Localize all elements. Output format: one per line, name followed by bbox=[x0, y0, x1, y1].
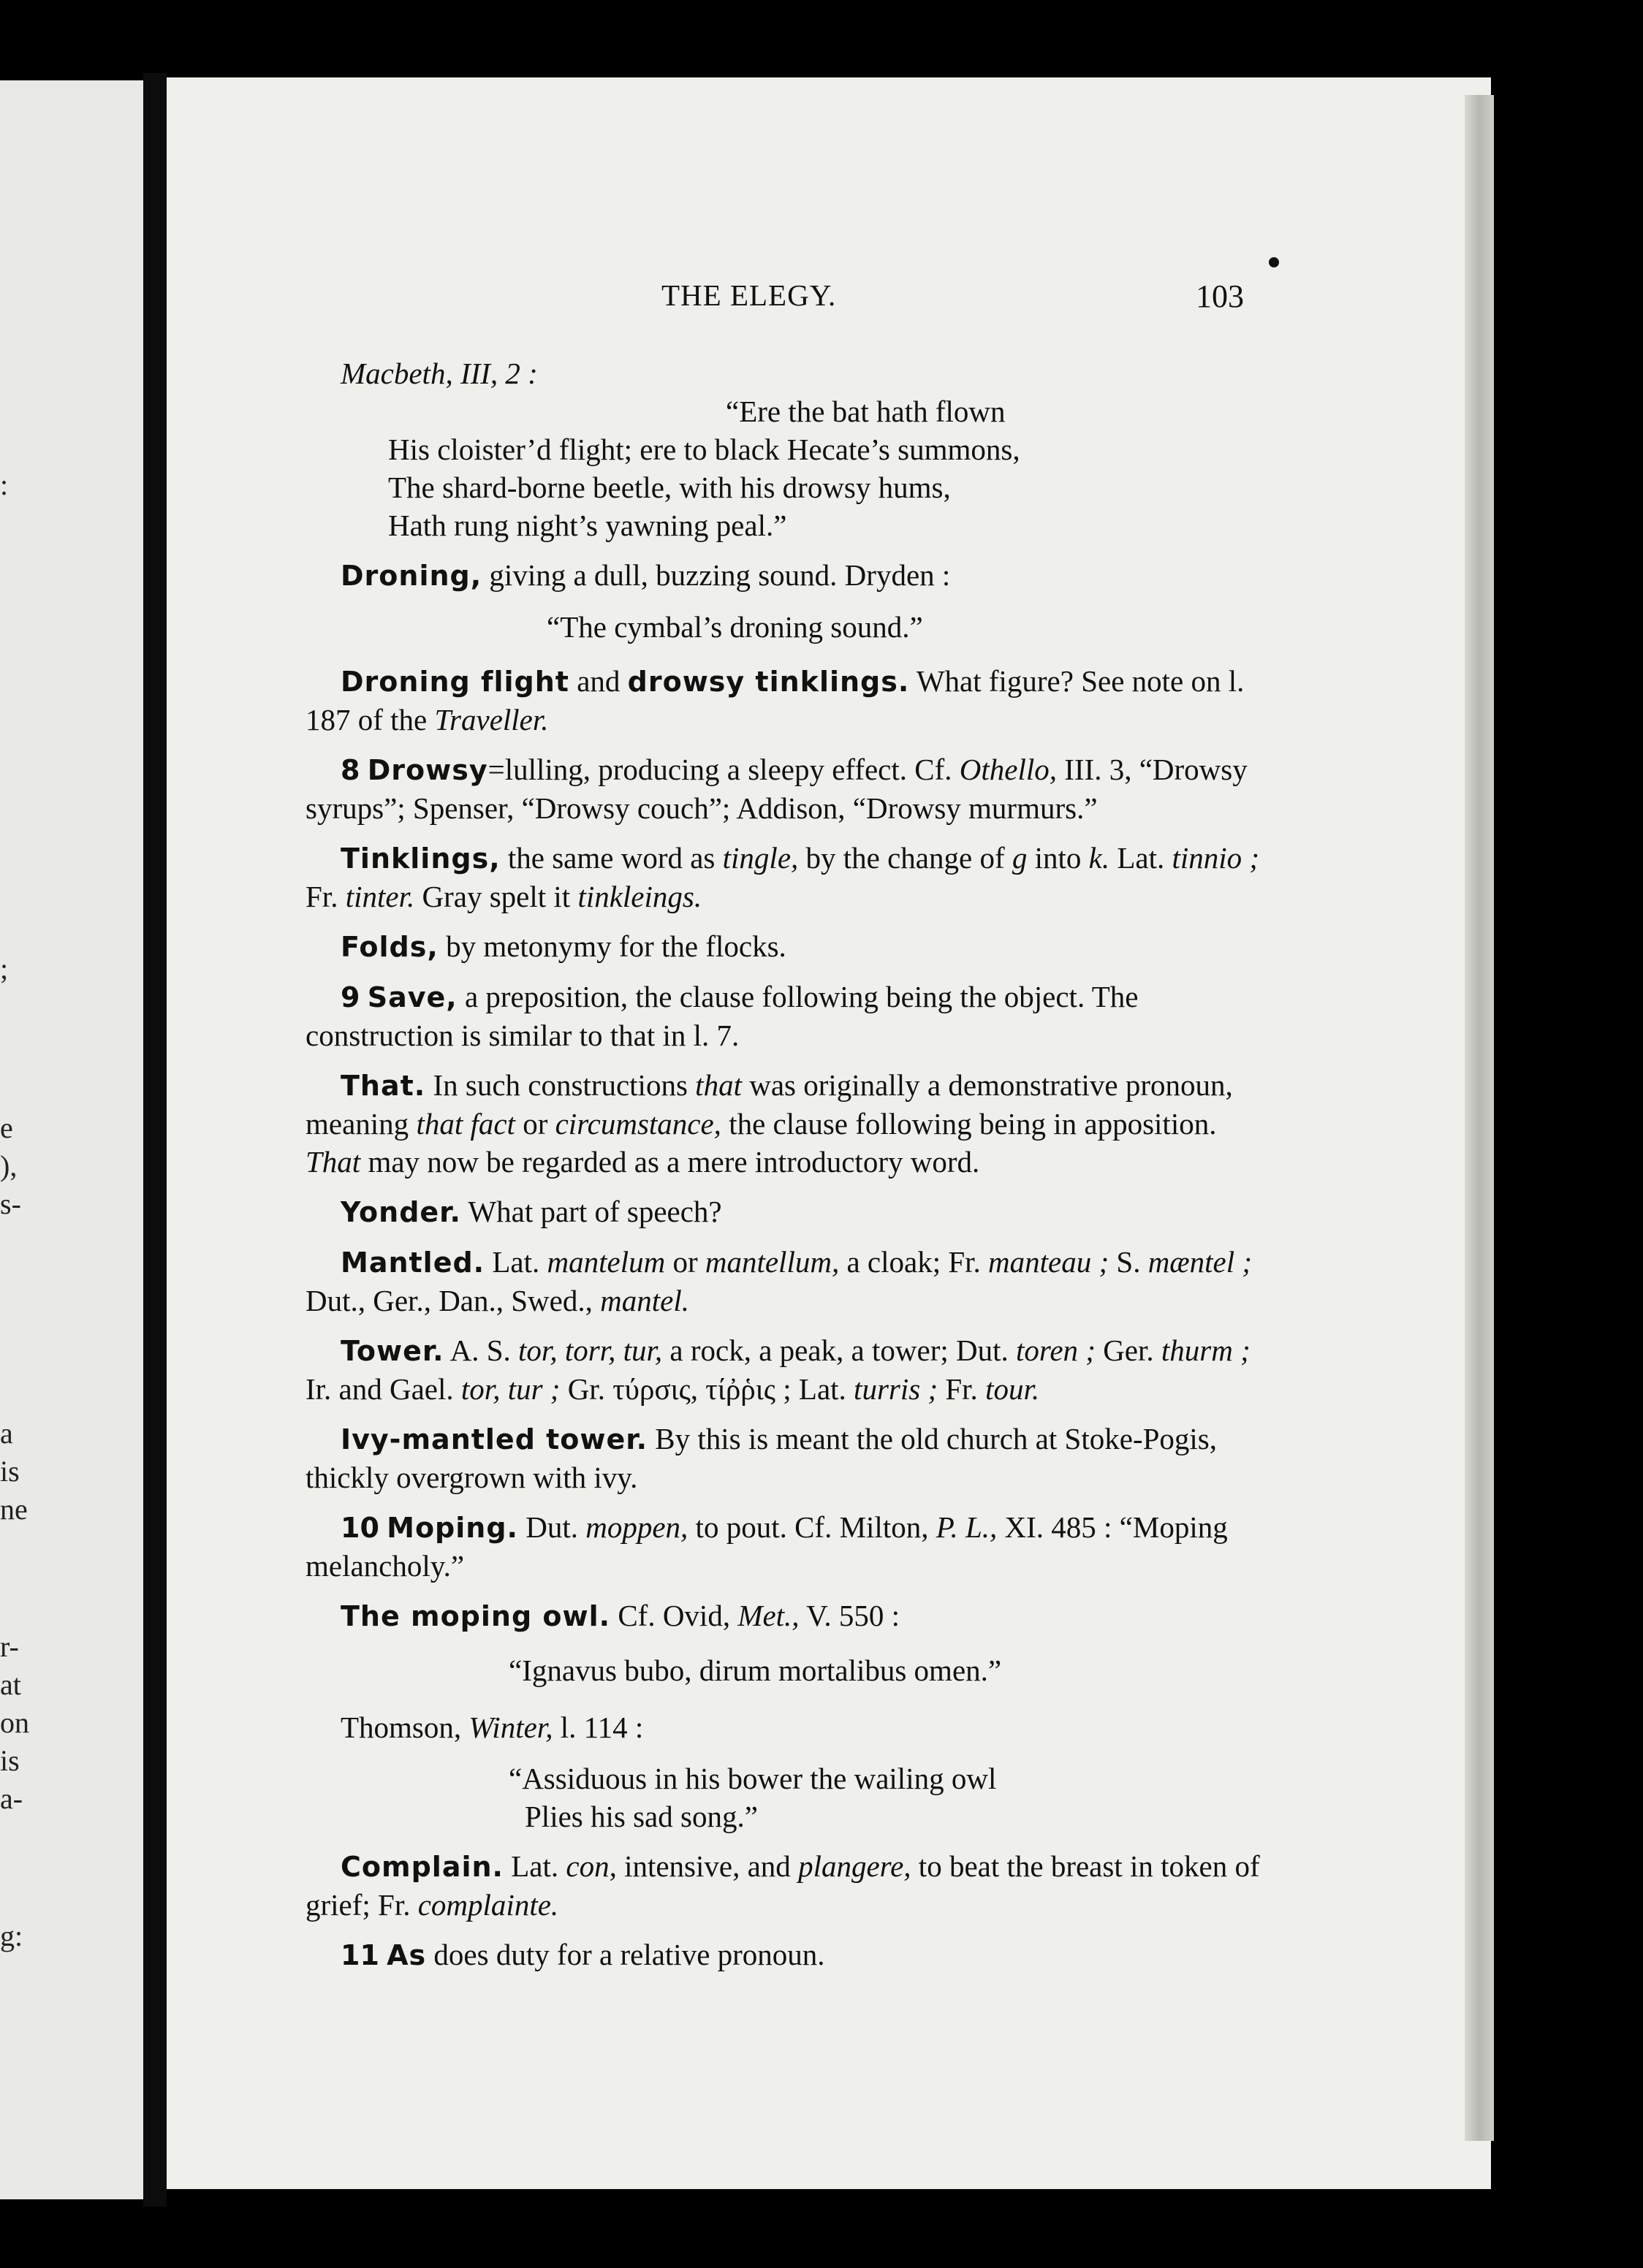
line-number: 10 bbox=[341, 1512, 379, 1544]
left-fragment: is bbox=[0, 1744, 20, 1777]
entry-complain: Complain. Lat. con, intensive, and plangere, to beat the breast in token of grief; Fr. complainte. bbox=[306, 1849, 1260, 1922]
verse-line: “Assiduous in his bower the wailing owl bbox=[509, 1762, 997, 1795]
verse-line: Hath rung night’s yawning peal.” bbox=[388, 509, 787, 542]
left-fragment: e bbox=[0, 1111, 13, 1144]
headword: Moping. bbox=[387, 1512, 518, 1544]
entry-moping: 10 Moping. Dut. moppen, to pout. Cf. Milton, P. L., XI. 485 : “Moping melancholy.” bbox=[306, 1510, 1228, 1583]
greek-text: τύρσις, τίῤῥις ; bbox=[612, 1372, 792, 1406]
left-fragment: ; bbox=[0, 952, 9, 985]
headword: Droning, bbox=[341, 560, 482, 592]
verse-line: The shard-borne beetle, with his drowsy hums, bbox=[388, 471, 951, 504]
entry-droning-flight: Droning flight and drowsy tinklings. What figure? See note on l. 187 of the Traveller. bbox=[306, 664, 1245, 737]
dryden-quote: “The cymbal’s droning sound.” bbox=[547, 610, 923, 644]
line-number: 8 bbox=[341, 754, 360, 786]
headword: Save, bbox=[367, 981, 458, 1013]
left-fragment: a bbox=[0, 1417, 13, 1450]
headword: Tinklings, bbox=[341, 842, 501, 875]
entry-folds: Folds, by metonymy for the flocks. bbox=[341, 929, 786, 963]
headword: Complain. bbox=[341, 1851, 504, 1883]
verse-line: Plies his sad song.” bbox=[525, 1800, 758, 1833]
headword: As bbox=[387, 1939, 427, 1971]
entry-tinklings: Tinklings, the same word as tingle, by the change of g into k. Lat. tinnio ; Fr. tinter. Gray spelt it tinkleings. bbox=[306, 841, 1260, 913]
page-stack-edge bbox=[1465, 95, 1494, 2141]
headword: That. bbox=[341, 1070, 426, 1102]
entry-drowsy: 8 Drowsy=lulling, producing a sleepy effect. Cf. Othello, III. 3, “Drowsy syrups”; Spenser, “Drowsy couch”; Addison, “Drowsy murmurs.” bbox=[306, 753, 1248, 825]
headword: Yonder. bbox=[341, 1196, 461, 1228]
verse-line: “Ere the bat hath flown bbox=[726, 395, 1006, 428]
running-head: THE ELEGY. bbox=[661, 278, 837, 312]
ovid-quote: “Ignavus bubo, dirum mortalibus omen.” bbox=[509, 1654, 1002, 1687]
entry-ivy-mantled: Ivy-mantled tower. By this is meant the old church at Stoke-Pogis, thickly overgrown with ivy. bbox=[306, 1422, 1217, 1494]
left-page-edge bbox=[0, 80, 143, 2199]
page-body bbox=[306, 354, 1270, 1974]
headword: The moping owl. bbox=[341, 1600, 611, 1632]
entry-droning: Droning, giving a dull, buzzing sound. Dryden : bbox=[341, 558, 951, 592]
line-number: 11 bbox=[341, 1939, 379, 1971]
verse-line: His cloister’d flight; ere to black Hecate’s summons, bbox=[388, 433, 1020, 466]
headword: Ivy-mantled tower. bbox=[341, 1423, 648, 1455]
entry-mantled: Mantled. Lat. mantelum or mantellum, a cloak; Fr. manteau ; S. mæntel ; Dut., Ger., Dan., Swed., mantel. bbox=[306, 1245, 1253, 1317]
line-number: 9 bbox=[341, 981, 360, 1013]
headword: drowsy tinklings. bbox=[627, 666, 910, 698]
left-fragment: ), bbox=[0, 1149, 18, 1182]
entry-tower: Tower. A. S. tor, torr, tur, a rock, a peak, a tower; Dut. toren ; Ger. thurm ; Ir. and Gael. tor, tur ; Gr. τύρσις, τίῤῥις ; Lat. turris ; Fr. tour. bbox=[306, 1333, 1251, 1406]
left-fragment: at bbox=[0, 1668, 21, 1701]
ink-speck bbox=[1269, 257, 1279, 267]
thomson-reference: Thomson, Winter, l. 114 : bbox=[341, 1710, 644, 1744]
left-fragment: on bbox=[0, 1706, 29, 1739]
entry-moping-owl: The moping owl. Cf. Ovid, Met., V. 550 : bbox=[341, 1599, 900, 1632]
left-fragment: r- bbox=[0, 1630, 19, 1663]
headword: Mantled. bbox=[341, 1247, 485, 1279]
left-fragment: s- bbox=[0, 1187, 21, 1220]
left-fragment: a- bbox=[0, 1782, 23, 1815]
headword: Tower. bbox=[341, 1335, 444, 1367]
left-fragment: is bbox=[0, 1455, 20, 1488]
headword: Drowsy bbox=[367, 754, 488, 786]
entry-yonder: Yonder. What part of speech? bbox=[341, 1195, 722, 1228]
book-gutter bbox=[143, 73, 167, 2207]
entry-as: 11 As does duty for a relative pronoun. bbox=[341, 1938, 825, 1971]
left-fragment: g: bbox=[0, 1919, 23, 1952]
entry-that: That. In such constructions that was originally a demonstrative pronoun, meaning that fact or circumstance, the clause following being in apposition. That may now be regarded as a mere introductory word. bbox=[306, 1068, 1233, 1179]
headword: Droning flight bbox=[341, 666, 569, 698]
entry-save: 9 Save, a preposition, the clause following being the object. The construction is similar to that in l. 7. bbox=[306, 980, 1139, 1052]
left-fragment: ne bbox=[0, 1493, 28, 1526]
headword: Folds, bbox=[341, 931, 439, 963]
macbeth-reference: Macbeth, III, 2 : bbox=[341, 357, 538, 390]
page-number: 103 bbox=[1196, 278, 1244, 314]
left-fragment: : bbox=[0, 468, 9, 501]
